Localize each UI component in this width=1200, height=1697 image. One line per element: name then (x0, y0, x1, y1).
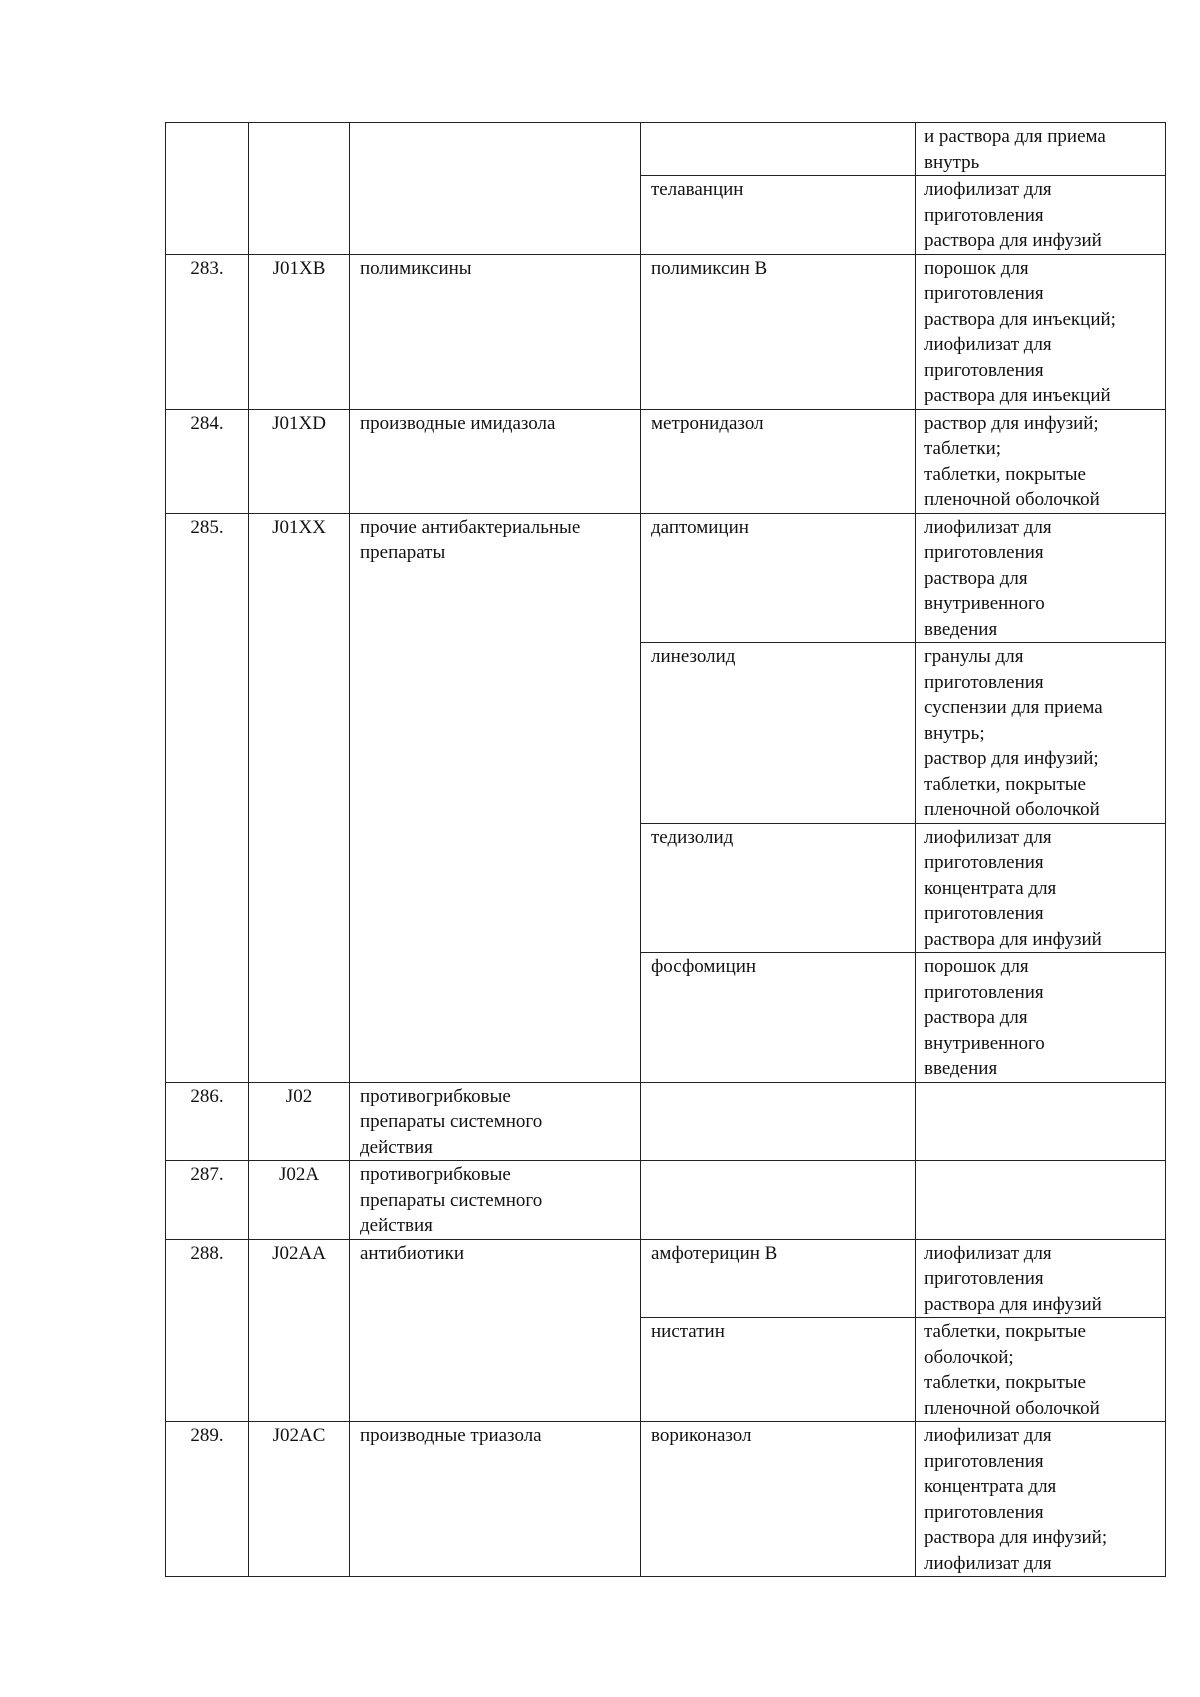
drug-name: тедизолид (641, 823, 916, 953)
dosage-form-line: раствора для (924, 1007, 1028, 1028)
atc-code: J02A (249, 1161, 350, 1240)
dosage-form-line: лиофилизат для (924, 1425, 1052, 1446)
dosage-form-line: раствора для (924, 567, 1028, 589)
dosage-form-line: приготовления (924, 981, 1044, 1003)
dosage-forms (916, 1318, 1166, 1422)
dosage-form-line: приготовления (924, 852, 1044, 873)
dosage-form-line: концентрата для (924, 877, 1057, 899)
drug-name: даптомицин (641, 513, 916, 643)
anatomical-therapeutic-group (350, 254, 641, 409)
dosage-form-line: таблетки, покрытые (924, 463, 1086, 485)
atc-code: J01XX (249, 513, 350, 1082)
dosage-form-line: таблетки, покрытые (924, 1372, 1086, 1393)
table-row (166, 1082, 1166, 1161)
dosage-forms (916, 513, 1166, 643)
dosage-form-line: таблетки, покрытые (924, 1321, 1086, 1342)
dosage-form-line: внутрь; (924, 722, 985, 744)
drug-name: метронидазол (641, 409, 916, 513)
dosage-form-line: приготовления (924, 359, 1044, 381)
dosage-form-line: внутривенного (924, 1032, 1045, 1054)
dosage-forms (916, 1239, 1166, 1318)
anatomical-therapeutic-group (350, 1082, 641, 1161)
dosage-forms (916, 123, 1166, 176)
dosage-form-line: внутривенного (924, 593, 1045, 614)
group-line: производные имидазола (360, 412, 556, 434)
atc-code: J02AC (249, 1422, 350, 1577)
table-row (166, 409, 1166, 513)
table-body (166, 123, 1166, 1577)
dosage-form-line: лиофилизат для (924, 826, 1052, 848)
group-line: производные триазола (360, 1425, 542, 1446)
dosage-form-line: раствора для инъекций (924, 385, 1111, 406)
dosage-form-line: пленочной оболочкой (924, 489, 1100, 510)
dosage-form-line: раствора для инфузий; (924, 1527, 1108, 1548)
dosage-forms (916, 1422, 1166, 1577)
dosage-form-line: раствора для инъекций; (924, 308, 1116, 330)
group-line: препараты системного (360, 1189, 543, 1211)
dosage-form-line: введения (924, 618, 998, 640)
dosage-form-line: гранулы для (924, 646, 1024, 667)
dosage-form-line: раствор для инфузий; (924, 748, 1099, 769)
row-number: 287. (166, 1161, 249, 1240)
drug-name: нистатин (641, 1318, 916, 1422)
table-row (166, 1161, 1166, 1240)
group-line: противогрибковые (360, 1085, 511, 1107)
dosage-form-line: лиофилизат для (924, 516, 1052, 538)
group-line: действия (360, 1136, 433, 1158)
anatomical-therapeutic-group (350, 1239, 641, 1422)
dosage-form-line: порошок для (924, 257, 1029, 279)
dosage-form-line: раствора для инфузий (924, 928, 1102, 950)
dosage-form-line: и раствора для приема (924, 126, 1106, 147)
atc-code: J02AA (249, 1239, 350, 1422)
dosage-form-line: приготовления (924, 1268, 1044, 1289)
row-number: 285. (166, 513, 249, 1082)
row-number: 289. (166, 1422, 249, 1577)
row-number (166, 123, 249, 255)
dosage-forms (916, 643, 1166, 824)
dosage-forms (916, 254, 1166, 409)
table-row (166, 1422, 1166, 1577)
dosage-form-line: концентрата для (924, 1476, 1057, 1497)
dosage-form-line: лиофилизат для (924, 334, 1052, 355)
dosage-form-line: таблетки, покрытые (924, 773, 1086, 795)
row-number: 284. (166, 409, 249, 513)
dosage-form-line: приготовления (924, 1501, 1044, 1523)
drug-list-table (165, 122, 1166, 1577)
row-number: 283. (166, 254, 249, 409)
dosage-form-line: раствор для инфузий; (924, 412, 1099, 434)
row-number: 288. (166, 1239, 249, 1422)
group-line: препараты (360, 542, 446, 563)
dosage-form-line: приготовления (924, 542, 1044, 563)
drug-name: линезолид (641, 643, 916, 824)
group-line: препараты системного (360, 1111, 543, 1132)
group-line: полимиксины (360, 257, 472, 279)
dosage-form-line: приготовления (924, 204, 1044, 226)
dosage-form-line: лиофилизат для (924, 1242, 1052, 1264)
dosage-forms (916, 823, 1166, 953)
atc-code (249, 123, 350, 255)
dosage-form-line: пленочной оболочкой (924, 1397, 1100, 1419)
dosage-form-line: внутрь (924, 151, 980, 173)
atc-code: J01XB (249, 254, 350, 409)
drug-name (641, 1082, 916, 1161)
dosage-form-line: приготовления (924, 283, 1044, 304)
dosage-form-line: введения (924, 1058, 998, 1079)
dosage-form-line: раствора для инфузий (924, 1293, 1102, 1315)
anatomical-therapeutic-group (350, 1422, 641, 1577)
drug-name: фосфомицин (641, 953, 916, 1083)
group-line: противогрибковые (360, 1164, 511, 1185)
dosage-forms (916, 1161, 1166, 1240)
group-line: антибиотики (360, 1242, 465, 1264)
drug-name (641, 1161, 916, 1240)
table-row (166, 254, 1166, 409)
group-line: действия (360, 1215, 433, 1236)
dosage-form-line: раствора для инфузий (924, 230, 1102, 251)
dosage-forms (916, 1082, 1166, 1161)
anatomical-therapeutic-group (350, 1161, 641, 1240)
dosage-form-line: таблетки; (924, 438, 1002, 459)
table-row (166, 1239, 1166, 1318)
anatomical-therapeutic-group (350, 513, 641, 1082)
drug-name (641, 123, 916, 176)
dosage-forms (916, 176, 1166, 255)
dosage-form-line: приготовления (924, 671, 1044, 693)
dosage-form-line: приготовления (924, 1450, 1044, 1472)
atc-code: J02 (249, 1082, 350, 1161)
group-line: прочие антибактериальные (360, 516, 581, 538)
drug-name: полимиксин В (641, 254, 916, 409)
dosage-form-line: лиофилизат для (924, 179, 1052, 200)
drug-name: вориконазол (641, 1422, 916, 1577)
dosage-forms (916, 409, 1166, 513)
row-number: 286. (166, 1082, 249, 1161)
table-row (166, 513, 1166, 643)
dosage-form-line: оболочкой; (924, 1346, 1014, 1368)
anatomical-therapeutic-group (350, 409, 641, 513)
dosage-forms (916, 953, 1166, 1083)
dosage-form-line: пленочной оболочкой (924, 799, 1100, 820)
dosage-form-line: суспензии для приема (924, 697, 1103, 718)
dosage-form-line: лиофилизат для (924, 1552, 1052, 1574)
drug-name: телаванцин (641, 176, 916, 255)
anatomical-therapeutic-group (350, 123, 641, 255)
dosage-form-line: порошок для (924, 956, 1029, 977)
drug-name: амфотерицин В (641, 1239, 916, 1318)
dosage-form-line: приготовления (924, 903, 1044, 924)
table-row (166, 123, 1166, 176)
atc-code: J01XD (249, 409, 350, 513)
